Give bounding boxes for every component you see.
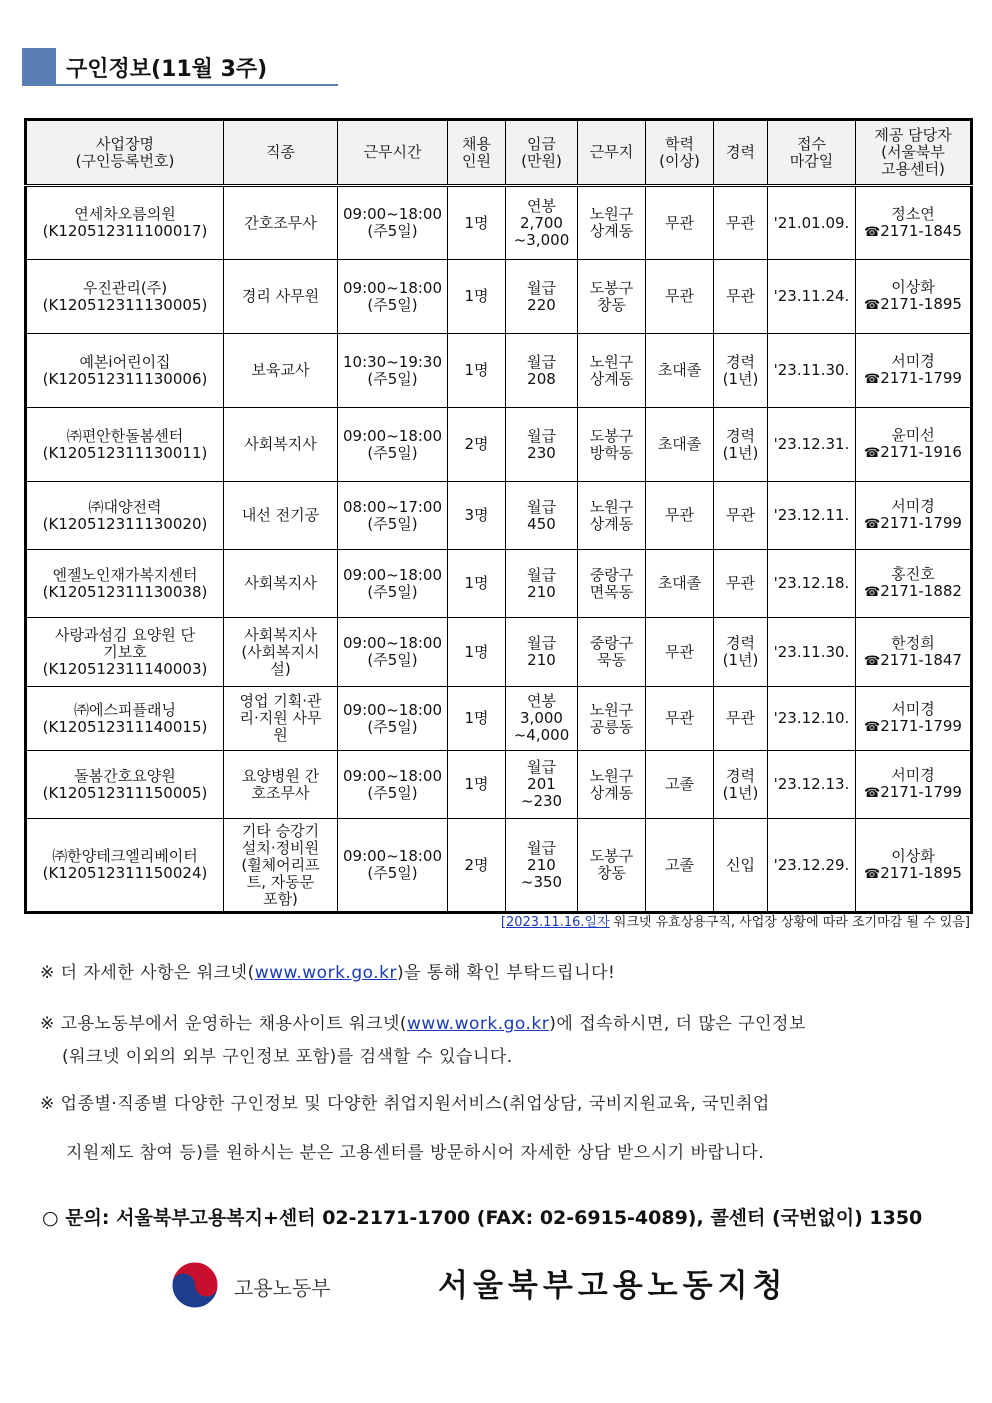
cell-location: 중랑구 면목동: [578, 550, 646, 618]
title-underline: [22, 84, 338, 86]
table-row: [26, 819, 972, 913]
cell-education: 무관: [646, 482, 714, 550]
taegeuk-icon: [170, 1260, 220, 1310]
cell-education: 무관: [646, 687, 714, 751]
cell-location: 노원구 상계동: [578, 334, 646, 408]
cell-contact: [856, 186, 972, 260]
contact-phone: [858, 718, 968, 736]
cell-experience: 경력 (1년): [714, 408, 768, 482]
worknet-link[interactable]: www.work.go.kr: [254, 963, 397, 983]
cell-count: 1명: [448, 618, 506, 687]
cell-wage: 월급 201 ~230: [506, 751, 578, 819]
table-row: [26, 482, 972, 550]
cell-wage: 월급 210 ~350: [506, 819, 578, 913]
cell-location: 도봉구 창동: [578, 260, 646, 334]
cell-hours: 09:00~18:00 (주5일): [338, 819, 448, 913]
contact-phone: [858, 865, 968, 883]
cell-experience: 경력 (1년): [714, 618, 768, 687]
logo-text: 고용노동부: [234, 1276, 331, 1300]
contact-phone: [858, 583, 968, 601]
contact-info: ○ 문의: 서울북부고용복지+센터 02-2171-1700 (FAX: 02-6915-4089), 콜센터 (국번없이) 1350: [42, 1207, 923, 1229]
contact-phone: [858, 652, 968, 670]
header-company: 사업장명 (구인등록번호): [26, 120, 224, 186]
cell-deadline: '23.12.31.: [768, 408, 856, 482]
header-wage: 임금 (만원): [506, 120, 578, 186]
cell-experience: 무관: [714, 687, 768, 751]
table-row: [26, 751, 972, 819]
cell-hours: 09:00~18:00 (주5일): [338, 687, 448, 751]
cell-hours: 10:30~19:30 (주5일): [338, 334, 448, 408]
contact-name: 서미경: [891, 352, 935, 370]
contact-phone: [858, 444, 968, 462]
cell-wage: 월급 210: [506, 550, 578, 618]
bullet-text: )에 접속하시면, 더 많은 구인정보: [549, 1014, 806, 1034]
cell-count: 1명: [448, 687, 506, 751]
cell-job: 기타 승강기 설치·정비원 (휠체어리프 트, 자동문 포함): [224, 819, 338, 913]
cell-hours: 09:00~18:00 (주5일): [338, 618, 448, 687]
cell-job: 사회복지사 (사회복지시 설): [224, 618, 338, 687]
title-accent-block: [22, 48, 56, 84]
cell-location: 중랑구 묵동: [578, 618, 646, 687]
cell-deadline: '21.01.09.: [768, 186, 856, 260]
contact-name: 홍진호: [891, 565, 935, 583]
cell-location: 노원구 상계동: [578, 186, 646, 260]
cell-contact: [856, 819, 972, 913]
contact-name: 정소연: [891, 204, 935, 223]
cell-deadline: '23.12.11.: [768, 482, 856, 550]
cell-contact: [856, 408, 972, 482]
phone-number: 2171-1799: [880, 783, 962, 801]
note-date: [2023.11.16.일자: [500, 915, 610, 930]
cell-education: 초대졸: [646, 408, 714, 482]
cell-job: 간호조무사: [224, 186, 338, 260]
cell-company: 우진관리(주) (K120512311130005): [26, 260, 224, 334]
cell-wage: 월급 208: [506, 334, 578, 408]
cell-contact: [856, 687, 972, 751]
cell-deadline: '23.11.30.: [768, 334, 856, 408]
bullet-worknet-site: [40, 1009, 806, 1034]
phone-number: 2171-1799: [880, 514, 962, 532]
cell-experience: 무관: [714, 260, 768, 334]
cell-location: 도봉구 창동: [578, 819, 646, 913]
deadline-note: [501, 911, 970, 930]
phone-number: 2171-1882: [880, 582, 962, 600]
cell-deadline: '23.12.29.: [768, 819, 856, 913]
cell-count: 3명: [448, 482, 506, 550]
cell-wage: 월급 210: [506, 618, 578, 687]
cell-company: 돌봄간호요양원 (K120512311150005): [26, 751, 224, 819]
cell-wage: 월급 220: [506, 260, 578, 334]
cell-job: 보육교사: [224, 334, 338, 408]
page-title-block: [22, 48, 338, 86]
cell-job: 경리 사무원: [224, 260, 338, 334]
cell-deadline: '23.11.30.: [768, 618, 856, 687]
cell-company: 엔젤노인재가복지센터 (K120512311130038): [26, 550, 224, 618]
bullet-services: ※ 업종별·직종별 다양한 구인정보 및 다양한 취업지원서비스(취업상담, 국비지원교육, 국민취업: [40, 1094, 770, 1114]
bullet-worknet-check: [40, 958, 615, 983]
cell-count: 1명: [448, 550, 506, 618]
cell-wage: 월급 450: [506, 482, 578, 550]
cell-location: 노원구 공릉동: [578, 687, 646, 751]
cell-count: 1명: [448, 186, 506, 260]
phone-number: 2171-1916: [880, 443, 962, 461]
header-hours: 근무시간: [338, 120, 448, 186]
cell-company: 연세차오름의원 (K120512311100017): [26, 186, 224, 260]
cell-company: 사랑과섬김 요양원 단 기보호 (K120512311140003): [26, 618, 224, 687]
cell-experience: 무관: [714, 550, 768, 618]
phone-number: 2171-1847: [880, 650, 962, 669]
cell-contact: [856, 334, 972, 408]
bullet-text: ※ 고용노동부에서 운영하는 채용사이트 워크넷(: [40, 1014, 408, 1034]
job-listing-table: [24, 118, 973, 914]
org-name: 서울북부고용노동지청: [438, 1268, 788, 1304]
cell-hours: 09:00~18:00 (주5일): [338, 186, 448, 260]
cell-deadline: '23.12.13.: [768, 751, 856, 819]
cell-company: ㈜에스피플래닝 (K120512311140015): [26, 687, 224, 751]
contact-name: 한정희: [891, 633, 935, 652]
header-count: 채용 인원: [448, 120, 506, 186]
phone-number: 2171-1799: [880, 717, 962, 735]
cell-education: 초대졸: [646, 334, 714, 408]
cell-job: 내선 전기공: [224, 482, 338, 550]
cell-job: 영업 기획·관 리·지원 사무 원: [224, 687, 338, 751]
phone-number: 2171-1845: [880, 221, 962, 240]
cell-company: ㈜한양테크엘리베이터 (K120512311150024): [26, 819, 224, 913]
contact-name: 서미경: [891, 766, 935, 784]
cell-education: 고졸: [646, 819, 714, 913]
table-row: [26, 260, 972, 334]
cell-education: 초대졸: [646, 550, 714, 618]
cell-contact: [856, 550, 972, 618]
ministry-logo: [170, 1260, 350, 1310]
bullet-services-line2: 지원제도 참여 등)를 원하시는 분은 고용센터를 방문하시어 자세한 상담 받으시기 바랍니다.: [66, 1143, 765, 1163]
cell-experience: 경력 (1년): [714, 334, 768, 408]
bullet-text: )을 통해 확인 부탁드립니다!: [396, 963, 616, 983]
cell-count: 2명: [448, 819, 506, 913]
cell-deadline: '23.12.10.: [768, 687, 856, 751]
header-contact: 제공 담당자 (서울북부 고용센터): [856, 120, 972, 186]
cell-education: 무관: [646, 186, 714, 260]
contact-name: 서미경: [891, 700, 935, 718]
worknet-link[interactable]: www.work.go.kr: [407, 1014, 550, 1034]
cell-count: 1명: [448, 260, 506, 334]
page-title: 구인정보(11월 3주): [66, 57, 268, 82]
cell-job: 요양병원 간 호조무사: [224, 751, 338, 819]
cell-hours: 09:00~18:00 (주5일): [338, 260, 448, 334]
phone-number: 2171-1895: [880, 295, 962, 313]
header-location: 근무지: [578, 120, 646, 186]
cell-wage: 월급 230: [506, 408, 578, 482]
cell-contact: [856, 260, 972, 334]
cell-education: 고졸: [646, 751, 714, 819]
table-row: [26, 550, 972, 618]
cell-experience: 무관: [714, 186, 768, 260]
cell-contact: [856, 751, 972, 819]
cell-location: 노원구 상계동: [578, 751, 646, 819]
cell-education: 무관: [646, 260, 714, 334]
table-row: [26, 334, 972, 408]
bullet-text: ※ 더 자세한 사항은 워크넷(: [40, 963, 255, 983]
cell-hours: 09:00~18:00 (주5일): [338, 408, 448, 482]
cell-hours: 08:00~17:00 (주5일): [338, 482, 448, 550]
table-header-row: [26, 120, 972, 186]
table-row: [26, 186, 972, 260]
cell-count: 1명: [448, 334, 506, 408]
table-row: [26, 408, 972, 482]
cell-wage: 연봉 3,000 ~4,000: [506, 687, 578, 751]
cell-deadline: '23.11.24.: [768, 260, 856, 334]
contact-name: 이상화: [891, 278, 935, 296]
phone-number: 2171-1895: [880, 863, 962, 882]
header-education: 학력 (이상): [646, 120, 714, 186]
cell-hours: 09:00~18:00 (주5일): [338, 751, 448, 819]
cell-hours: 09:00~18:00 (주5일): [338, 550, 448, 618]
contact-name: 서미경: [891, 497, 935, 515]
phone-number: 2171-1799: [880, 369, 962, 387]
contact-phone: [858, 296, 968, 314]
cell-experience: 경력 (1년): [714, 751, 768, 819]
contact-name: 윤미선: [891, 426, 935, 444]
contact-phone: [858, 370, 968, 388]
contact-phone: [858, 784, 968, 802]
header-experience: 경력: [714, 120, 768, 186]
cell-location: 노원구 상계동: [578, 482, 646, 550]
header-deadline: 접수 마감일: [768, 120, 856, 186]
contact-phone: [858, 515, 968, 533]
cell-company: ㈜대양전력 (K120512311130020): [26, 482, 224, 550]
cell-job: 사회복지사: [224, 550, 338, 618]
cell-company: ㈜편안한돌봄센터 (K120512311130011): [26, 408, 224, 482]
contact-name: 이상화: [891, 846, 935, 865]
table-row: [26, 618, 972, 687]
cell-experience: 신입: [714, 819, 768, 913]
cell-location: 도봉구 방학동: [578, 408, 646, 482]
bullet-worknet-site-line2: (워크넷 이외의 외부 구인정보 포함)를 검색할 수 있습니다.: [62, 1047, 513, 1067]
cell-contact: [856, 482, 972, 550]
cell-count: 2명: [448, 408, 506, 482]
cell-company: 예본i어린이집 (K120512311130006): [26, 334, 224, 408]
cell-contact: [856, 618, 972, 687]
header-job: 직종: [224, 120, 338, 186]
cell-education: 무관: [646, 618, 714, 687]
table-row: [26, 687, 972, 751]
cell-experience: 무관: [714, 482, 768, 550]
cell-count: 1명: [448, 751, 506, 819]
cell-wage: 연봉 2,700 ~3,000: [506, 186, 578, 260]
cell-job: 사회복지사: [224, 408, 338, 482]
cell-deadline: '23.12.18.: [768, 550, 856, 618]
contact-phone: [858, 223, 968, 241]
note-text: 워크넷 유효상용구직, 사업장 상황에 따라 조기마감 될 수 있음]: [609, 915, 970, 930]
